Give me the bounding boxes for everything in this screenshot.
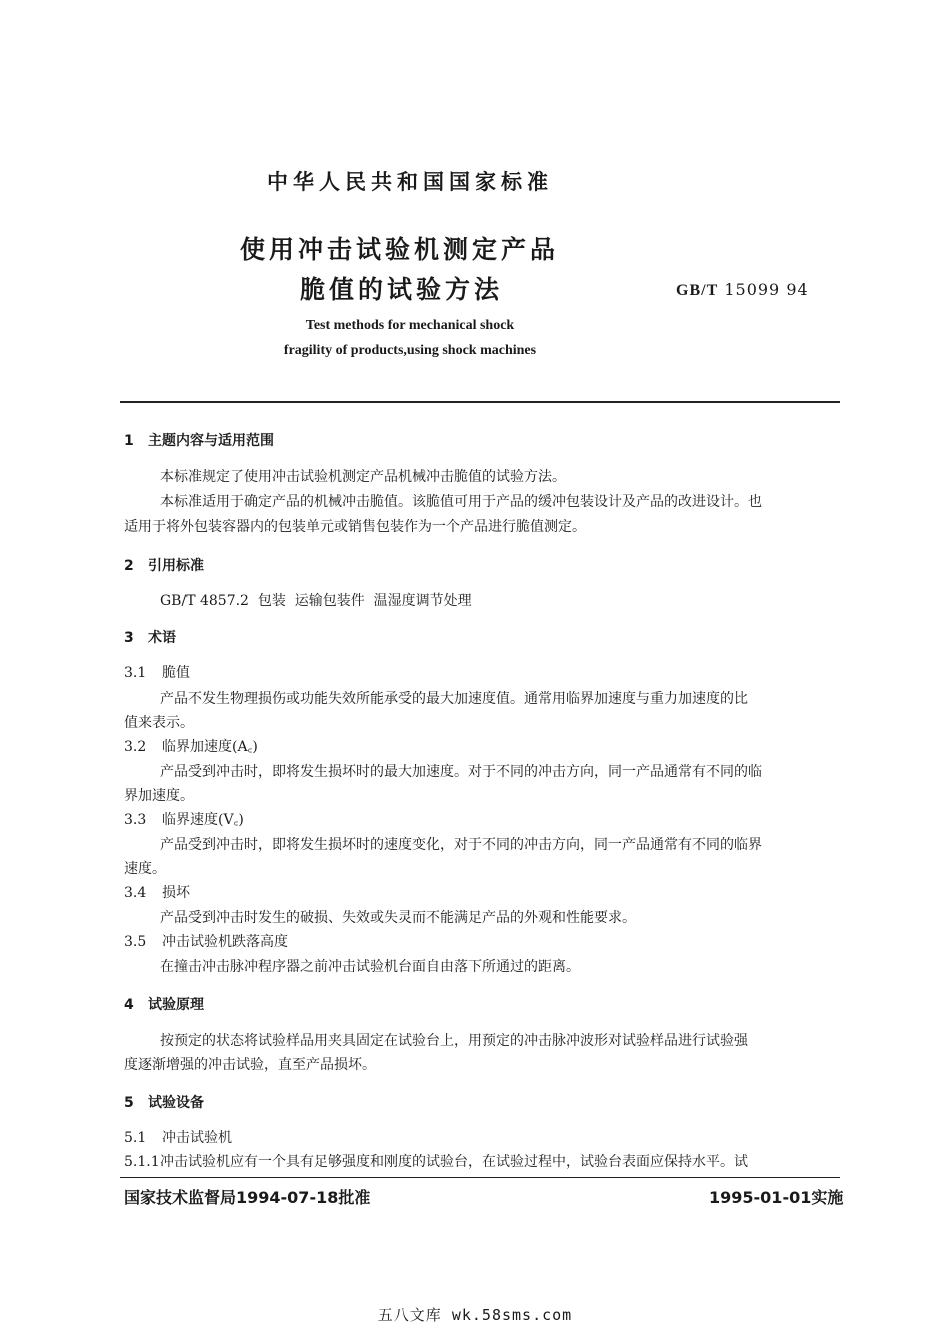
clause-number: 5.1 (124, 1130, 147, 1146)
clause-name: 冲击试验机 (162, 1130, 232, 1146)
national-standard-label: 中华人民共和国国家标准 (267, 170, 553, 194)
section-4-heading (124, 994, 204, 1014)
paragraph: 值来表示。 (124, 715, 194, 731)
paragraph: 产品不发生物理损伤或功能失效所能承受的最大加速度值。通常用临界加速度与重力加速度的比 (160, 691, 748, 707)
paragraph: 按预定的状态将试验样品用夹具固定在试验台上，用预定的冲击脉冲波形对试验样品进行试验强 (160, 1033, 748, 1049)
approval-date: 国家技术监督局1994-07-18批准 (124, 1188, 371, 1207)
term-number: 3.5 (124, 934, 147, 950)
section-number: 5 (124, 1095, 134, 1111)
section-2-heading (124, 555, 204, 575)
clause-5-1 (124, 1127, 232, 1147)
title-line-1: 使用冲击试验机测定产品 (240, 235, 560, 264)
paragraph: 速度。 (124, 861, 166, 877)
paragraph: 本标准规定了使用冲击试验机测定产品机械冲击脆值的试验方法。 (160, 469, 566, 485)
paragraph: 产品受到冲击时发生的破损、失效或失灵而不能满足产品的外观和性能要求。 (160, 910, 636, 926)
term-name: 损坏 (162, 885, 190, 901)
paragraph: 产品受到冲击时，即将发生损坏时的速度变化，对于不同的冲击方向，同一产品通常有不同的临界 (160, 837, 762, 853)
paragraph: 本标准适用于确定产品的机械冲击脆值。该脆值可用于产品的缓冲包装设计及产品的改进设计。也 (160, 494, 762, 510)
term-3-5 (124, 931, 288, 951)
section-title: 引用标准 (148, 558, 204, 574)
paragraph: 适用于将外包装容器内的包装单元或销售包装作为一个产品进行脆值测定。 (124, 519, 586, 535)
section-5-heading (124, 1092, 204, 1112)
clause-5-1-1 (124, 1151, 748, 1171)
term-3-4 (124, 882, 190, 902)
paragraph: 在撞击冲击脉冲程序器之前冲击试验机台面自由落下所通过的距离。 (160, 959, 580, 975)
watermark-text: 五八文库 wk.58sms.com (377, 1306, 573, 1324)
section-title: 试验设备 (148, 1095, 204, 1111)
section-number: 1 (124, 433, 134, 449)
term-name: 临界速度(V꜀) (162, 812, 244, 828)
clause-text: 冲击试验机应有一个具有足够强度和刚度的试验台，在试验过程中，试验台表面应保持水平。试 (160, 1154, 748, 1170)
effective-date: 1995-01-01实施 (709, 1188, 844, 1207)
standard-prefix: GB/T (676, 282, 719, 299)
standard-number (676, 280, 809, 300)
paragraph: 界加速度。 (124, 788, 194, 804)
term-3-2 (124, 736, 258, 756)
term-number: 3.2 (124, 739, 147, 755)
term-number: 3.3 (124, 812, 147, 828)
english-title-line-1: Test methods for mechanical shock (305, 318, 515, 333)
section-title: 术语 (148, 630, 176, 646)
title-line-2: 脆值的试验方法 (300, 275, 504, 304)
english-title-line-2: fragility of products,using shock machines (283, 343, 537, 358)
section-number: 2 (124, 558, 134, 574)
term-name: 脆值 (162, 665, 190, 681)
section-number: 4 (124, 997, 134, 1013)
standard-code: 15099 94 (724, 280, 809, 299)
section-number: 3 (124, 630, 134, 646)
term-3-3 (124, 809, 244, 829)
header-divider (120, 401, 840, 403)
term-name: 临界加速度(A꜀) (162, 739, 258, 755)
clause-number: 5.1.1 (124, 1154, 160, 1170)
section-title: 试验原理 (148, 997, 204, 1013)
section-1-heading (124, 430, 274, 450)
term-3-1 (124, 662, 190, 682)
section-title: 主题内容与适用范围 (148, 433, 274, 449)
term-number: 3.4 (124, 885, 147, 901)
term-number: 3.1 (124, 665, 147, 681)
paragraph: 度逐渐增强的冲击试验，直至产品损坏。 (124, 1057, 376, 1073)
term-name: 冲击试验机跌落高度 (162, 934, 288, 950)
section-3-heading (124, 627, 176, 647)
reference-standard: GB/T 4857.2 包装 运输包装件 温湿度调节处理 (160, 593, 472, 609)
footer-divider (120, 1177, 840, 1178)
paragraph: 产品受到冲击时，即将发生损坏时的最大加速度。对于不同的冲击方向，同一产品通常有不同的临 (160, 764, 762, 780)
